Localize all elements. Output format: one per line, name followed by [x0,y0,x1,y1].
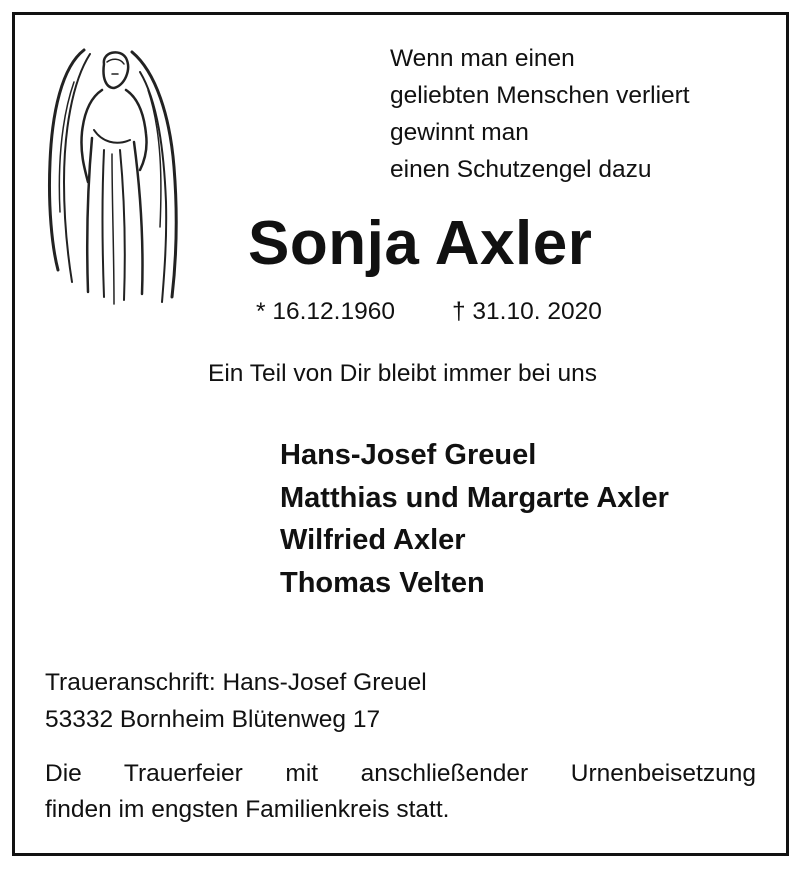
mourning-address [45,664,427,738]
funeral-note-line: finden im engsten Familienkreis statt. [45,796,450,823]
birth-date: * 16.12.1960 [256,298,395,325]
poem [390,40,690,188]
memorial-motto: Ein Teil von Dir bleibt immer bei uns [208,360,597,387]
poem-line: geliebten Menschen verliert [390,82,690,109]
poem-line: Wenn man einen [390,45,575,72]
angel-illustration-icon [44,42,184,307]
mourner-name: Matthias und Margarte Axler [280,481,669,514]
funeral-note-line: Die Trauerfeier mit anschließender Urnenbeisetzung [45,760,756,787]
mourner-name: Thomas Velten [280,566,485,599]
funeral-note [45,756,756,828]
deceased-name: Sonja Axler [248,209,593,278]
death-date: † 31.10. 2020 [452,298,602,325]
poem-line: einen Schutzengel dazu [390,156,652,183]
mourner-name: Wilfried Axler [280,524,466,556]
poem-line: gewinnt man [390,119,529,146]
mourner-name: Hans-Josef Greuel [280,439,537,471]
address-line: 53332 Bornheim Blütenweg 17 [45,706,381,733]
address-line: Traueranschrift: Hans-Josef Greuel [45,669,427,696]
mourners-list [280,434,669,604]
